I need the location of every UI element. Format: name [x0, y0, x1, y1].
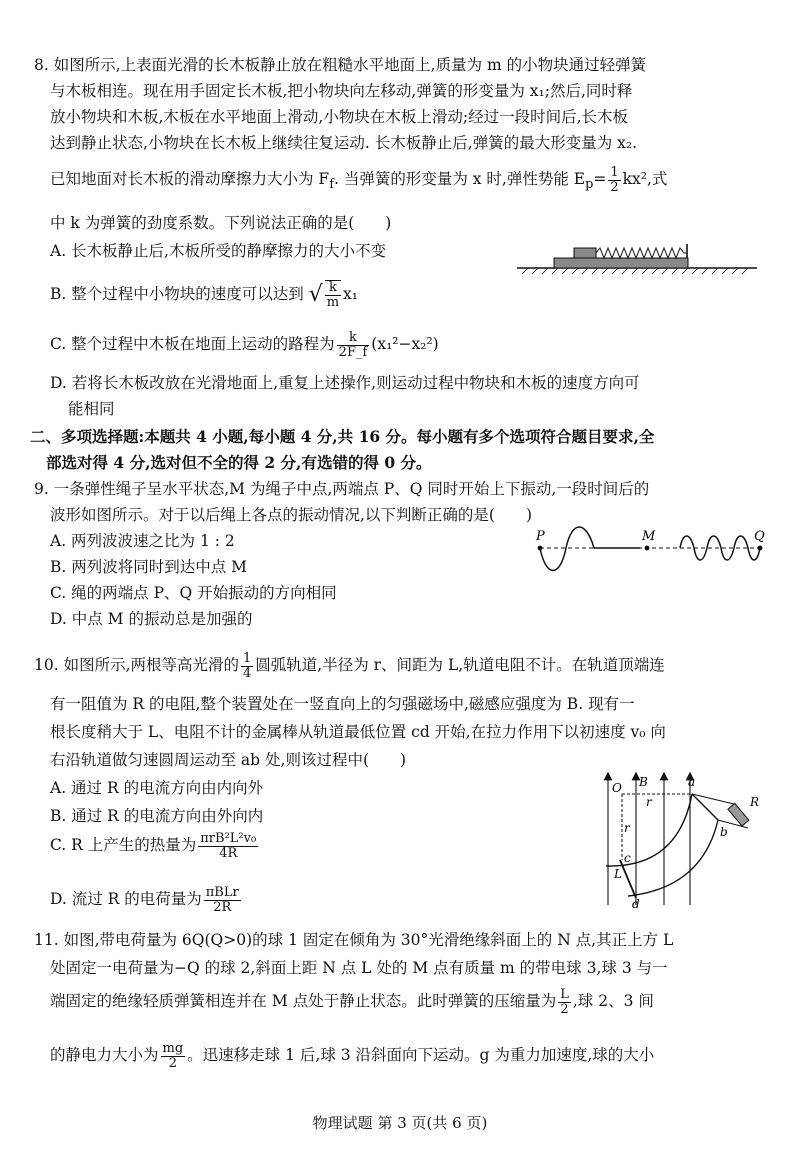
label-r-resistor: R — [750, 795, 760, 809]
q8-option-d — [34, 370, 764, 422]
q8-option-a: A. 长木板静止后,木板所受的静摩擦力的大小不变 — [50, 242, 386, 260]
q8-option-c: C. 整个过程中木板在地面上运动的路程为 — [50, 335, 335, 353]
l-over-2-fraction: $\frac{L}{2}$ — [560, 986, 569, 1017]
q10-line-4: 右沿轨道做匀速圆周运动至 ab 处,则该过程中( ) — [50, 751, 407, 769]
q11-line-4 — [34, 1036, 764, 1074]
q8-l5sub2: p — [585, 177, 594, 193]
q10-option-b: B. 通过 R 的电流方向由外向内 — [50, 807, 264, 825]
wire-top — [692, 794, 734, 804]
q10-line-3: 根长度稍大于 L、电阻不计的金属棒从轨道最低位置 cd 开始,在拉力作用下以初速度 v₀ 向 — [50, 723, 666, 741]
q9-option-a: A. 两列波波速之比为 1 : 2 — [50, 532, 235, 550]
label-m: M — [642, 529, 656, 544]
q8-l5sub: f — [329, 177, 334, 193]
q9-line-2: 波形如图所示。对于以后绳上各点的振动情况,以下判断正确的是( ) — [50, 506, 533, 524]
q10-figure — [592, 770, 772, 910]
q10-l1a: 10. 如图所示,两根等高光滑的 — [34, 656, 240, 674]
q11-l4b: 。迅速移走球 1 后,球 3 沿斜面向下运动。g 为重力加速度,球的大小 — [187, 1046, 655, 1064]
q10-line-1 — [34, 648, 764, 682]
q9-option-c: C. 绳的两端点 P、Q 开始振动的方向相同 — [50, 584, 337, 602]
q8-option-d-line-2: 能相同 — [68, 400, 115, 418]
q8-option-d-line-1: D. 若将长木板改放在光滑地面上,重复上述操作,则运动过程中物块和木板的速度方向可 — [50, 374, 640, 392]
q8-line-5 — [34, 162, 764, 202]
q11-l4a: 的静电力大小为 — [50, 1046, 159, 1064]
long-board — [554, 258, 688, 268]
section-2-heading — [30, 424, 760, 476]
section-2-line-1: 二、多项选择题:本题共 4 小题,每小题 4 分,共 16 分。每小题有多个选项符合题目要求,全 — [30, 427, 655, 446]
point-q — [758, 546, 763, 551]
q8-l5d: kx²,式 — [622, 170, 668, 188]
q8-l5b: . 当弹簧的形变量为 x 时,弹性势能 E — [333, 170, 586, 188]
q9-line-1: 9. 一条弹性绳子呈水平状态,M 为绳子中点,两端点 P、Q 同时开始上下振动,一段时间后的 — [34, 480, 650, 498]
heat-fraction: $\frac{\text{πrB²L²v₀}}{4R}$ — [200, 830, 257, 861]
page-footer: 物理试题 第 3 页(共 6 页) — [312, 1114, 488, 1132]
q10-option-a: A. 通过 R 的电流方向由内向外 — [50, 779, 264, 797]
q8-option-b-line — [34, 277, 764, 312]
q8-option-b-tail: x₁ — [343, 285, 359, 303]
q8-line-3: 放小物块和木板,木板在水平地面上滑动,小物块在木板上滑动;经过一段时间后,长木板 — [50, 108, 629, 126]
left-wave — [540, 527, 640, 571]
label-o: O — [612, 781, 622, 795]
half-fraction: $\frac{1}{2}$ — [610, 164, 619, 195]
rod-ab — [692, 794, 718, 820]
right-wave — [680, 536, 760, 560]
q11-l3b: ,球 2、3 间 — [572, 992, 654, 1010]
label-d: d — [632, 897, 640, 910]
section-2-line-2: 部选对得 4 分,选对但不全的得 2 分,有选错的得 0 分。 — [46, 453, 432, 472]
q8-l5c: = — [593, 170, 607, 188]
label-r-horizontal: r — [646, 795, 652, 809]
mg-over-2-fraction: $\frac{mg}{2}$ — [162, 1040, 184, 1071]
q11-l3a: 端固定的绝缘轻质弹簧相连并在 M 点处于静止状态。此时弹簧的压缩量为 — [50, 992, 557, 1010]
q10-l1b: 圆弧轨道,半径为 r、间距为 L,轨道电阻不计。在轨道顶端连 — [255, 656, 665, 674]
label-b-field: B — [639, 775, 648, 789]
q9-wave-figure — [530, 526, 770, 582]
q8-option-b: B. 整个过程中小物块的速度可以达到 — [50, 285, 304, 303]
q8-option-c-line — [34, 327, 764, 361]
q9-option-d: D. 中点 M 的振动总是加强的 — [50, 610, 253, 628]
ground-hatch — [522, 268, 748, 274]
charge-fraction: $\frac{\text{πBLr}}{2R}$ — [205, 884, 239, 915]
q8-line-2: 与木板相连。现在用手固定长木板,把小物块向左移动,弹簧的形变量为 x₁;然后,同时释 — [50, 82, 633, 100]
q9-option-b: B. 两列波将同时到达中点 M — [50, 558, 248, 576]
point-p — [538, 546, 543, 551]
q8-line-1: 8. 如图所示,上表面光滑的长木板静止放在粗糙水平地面上,质量为 m 的小物块通过轻弹簧 — [34, 56, 647, 74]
rod-cd — [620, 860, 636, 898]
resistor — [728, 803, 749, 826]
label-p: P — [536, 529, 545, 544]
k-over-2ff: $\frac{k}{2F\_f}$ — [338, 329, 368, 360]
label-a: a — [688, 775, 696, 789]
quarter-fraction: $\frac{1}{4}$ — [243, 650, 252, 681]
label-r-vertical: r — [624, 821, 630, 835]
q10-option-c: C. R 上产生的热量为 — [50, 836, 197, 854]
q8-line-6: 中 k 为弹簧的劲度系数。下列说法正确的是( ) — [50, 214, 392, 232]
q11-line-1: 11. 如图,带电荷量为 6Q(Q>0)的球 1 固定在倾角为 30°光滑绝缘斜面上的 N 点,其正上方 L — [34, 931, 674, 949]
label-c: c — [624, 851, 631, 865]
small-block — [574, 248, 596, 258]
q10-option-d: D. 流过 R 的电荷量为 — [50, 890, 202, 908]
label-q: Q — [754, 529, 765, 544]
spring — [596, 248, 686, 258]
q8-l5a: 已知地面对长木板的滑动摩擦力大小为 F — [50, 170, 330, 188]
point-m — [645, 546, 650, 551]
q8-figure — [512, 240, 762, 280]
q10-line-2: 有一阻值为 R 的电阻,整个装置处在一竖直向上的匀强磁场中,磁感应强度为 B. 现有一 — [50, 695, 635, 713]
outer-rail — [628, 820, 718, 896]
question-8 — [34, 52, 764, 156]
q8-line-4: 达到静止状态,小物块在长木板上继续往复运动. 长木板静止后,弹簧的最大形变量为 x₂. — [50, 134, 638, 152]
label-l: L — [614, 867, 622, 881]
q8-option-c-tail: (x₁²−x₂²) — [371, 335, 439, 353]
q11-line-3 — [34, 982, 764, 1020]
q11-line-2: 处固定一电荷量为−Q 的球 2,斜面上距 N 点 L 处的 M 点有质量 m 的带电球 3,球 3 与一 — [50, 959, 668, 977]
question-11 — [34, 926, 764, 982]
label-b: b — [720, 825, 728, 839]
sqrt-k-over-m: √ $\frac{k}{m}$ — [308, 279, 340, 310]
